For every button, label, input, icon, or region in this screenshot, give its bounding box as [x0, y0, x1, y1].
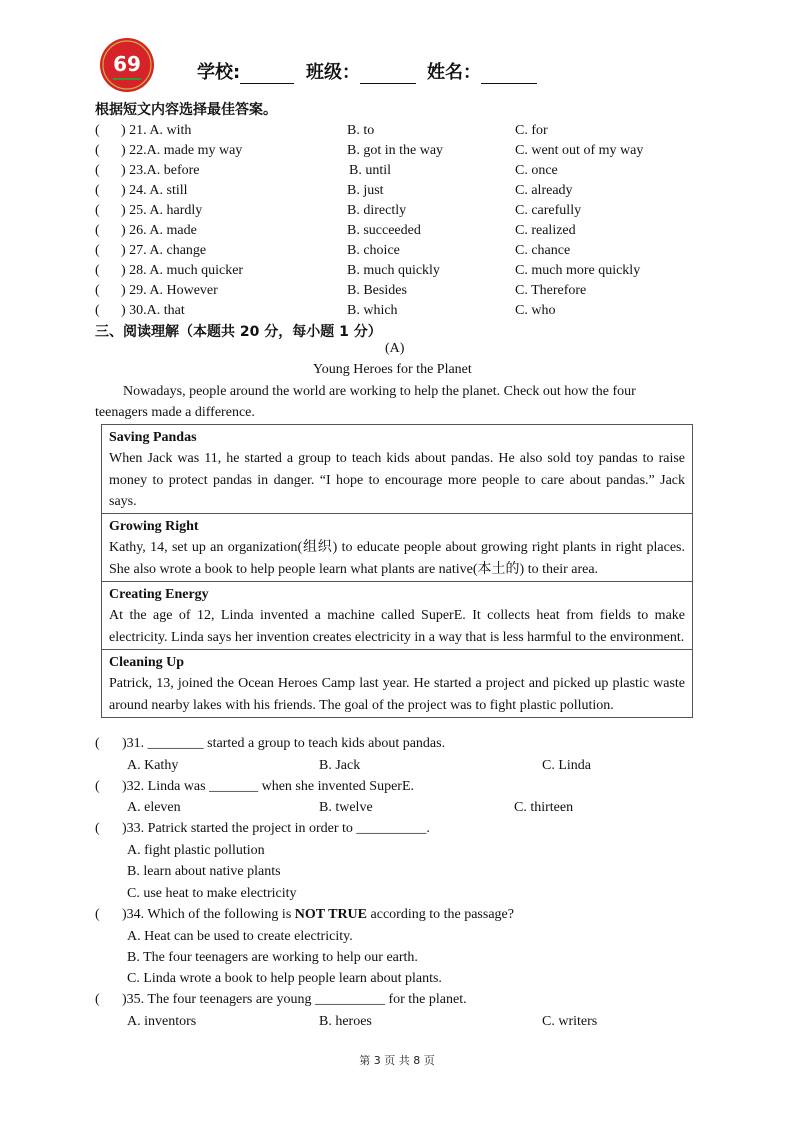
answer-paren[interactable]: (: [95, 283, 100, 298]
option-c: C. realized: [515, 223, 576, 238]
option-b: B. much quickly: [347, 263, 440, 278]
answer-paren[interactable]: (: [95, 263, 100, 278]
choice-b[interactable]: B. learn about native plants: [127, 864, 281, 879]
option-c: C. went out of my way: [515, 143, 644, 158]
choice-a[interactable]: A. Heat can be used to create electricity.: [127, 929, 353, 944]
choice-a[interactable]: A. inventors: [127, 1014, 197, 1029]
option-b: B. succeeded: [347, 223, 421, 238]
answer-paren[interactable]: (: [95, 143, 100, 158]
choice-b[interactable]: B. Jack: [319, 758, 361, 773]
option-a: ) 25. A. hardly: [121, 203, 203, 218]
choice-c[interactable]: C. Linda wrote a book to help people learn about plants.: [127, 971, 442, 986]
option-a: ) 21. A. with: [121, 123, 192, 138]
question-stem: [122, 907, 514, 923]
option-c: C. once: [515, 163, 558, 178]
intro-line-1: Nowadays, people around the world are working to help the planet. Check out how the four: [123, 384, 636, 399]
option-c: C. chance: [515, 243, 571, 258]
passage-title: Young Heroes for the Planet: [313, 362, 472, 377]
svg-text:69: 69: [113, 52, 141, 76]
choice-c[interactable]: C. thirteen: [514, 800, 574, 815]
cloze-instruction: 根据短文内容选择最佳答案。: [95, 102, 277, 118]
hero-box: [102, 514, 692, 582]
answer-paren[interactable]: (: [95, 123, 100, 138]
answer-paren[interactable]: (: [95, 163, 100, 178]
intro-line-2: teenagers made a difference.: [95, 405, 255, 420]
passage-label: (A): [385, 341, 405, 356]
option-a: ) 27. A. change: [121, 243, 207, 258]
question-stem: )33. Patrick started the project in order to __________.: [122, 821, 430, 836]
stem-part: according to the passage?: [367, 907, 514, 922]
option-a: ) 26. A. made: [121, 223, 197, 238]
choice-b[interactable]: B. heroes: [319, 1014, 372, 1029]
question-stem: )31. ________ started a group to teach kids about pandas.: [122, 736, 446, 751]
option-c: C. for: [515, 123, 548, 138]
choice-a[interactable]: A. eleven: [127, 800, 181, 815]
hero-table: [101, 424, 693, 718]
answer-paren[interactable]: (: [95, 736, 100, 751]
option-b: B. choice: [347, 243, 400, 258]
option-b: B. Besides: [347, 283, 407, 298]
answer-paren[interactable]: (: [95, 992, 100, 1007]
box-text: When Jack was 11, he started a group to teach kids about pandas. He also sold toy pandas to raise money to protect pandas in danger. “I hope to encourage more people to care about pandas.” Jack says.: [109, 451, 685, 509]
choice-b[interactable]: B. The four teenagers are working to help our earth.: [127, 950, 418, 965]
class-field: [306, 58, 416, 84]
name-label: 姓名：: [427, 62, 481, 83]
option-b: B. got in the way: [347, 143, 444, 158]
option-a: ) 22.A. made my way: [121, 143, 243, 158]
question-stem: )35. The four teenagers are young __________ for the planet.: [122, 992, 467, 1007]
answer-paren[interactable]: (: [95, 303, 100, 318]
question-stem: )32. Linda was _______ when she invented SuperE.: [122, 779, 414, 794]
school-logo: [99, 37, 155, 93]
box-title: Creating Energy: [109, 587, 209, 603]
stem-emphasis: NOT TRUE: [294, 907, 368, 922]
section-title: 三、阅读理解（本题共 20 分，每小题 1 分）: [95, 324, 382, 340]
choice-c[interactable]: C. Linda: [542, 758, 591, 773]
school-field: [197, 58, 294, 84]
option-c: C. Therefore: [515, 283, 587, 298]
box-text: Kathy, 14, set up an organization(组织) to educate people about growing right plants in right places. She also wrote a book to help people learn what plants are native(本土的) to their area.: [109, 540, 685, 577]
hero-box: [102, 650, 692, 717]
answer-paren[interactable]: (: [95, 243, 100, 258]
name-field: [427, 58, 537, 84]
page-number: 第 3 页 共 8 页: [359, 1054, 435, 1067]
answer-paren[interactable]: (: [95, 779, 100, 794]
answer-paren[interactable]: (: [95, 203, 100, 218]
option-b: B. directly: [347, 203, 407, 218]
box-text: Patrick, 13, joined the Ocean Heroes Camp last year. He started a project and picked up plastic waste around nearby lakes with his friends. The goal of the project was to fight plastic pollution.: [109, 676, 685, 713]
choice-a[interactable]: A. fight plastic pollution: [127, 843, 265, 858]
box-text: At the age of 12, Linda invented a machine called SuperE. It collects heat from fields to make electricity. Linda says her invention creates electricity in a way that is less harmful to the environment.: [109, 608, 685, 645]
class-blank[interactable]: [360, 66, 416, 84]
answer-paren[interactable]: (: [95, 907, 100, 922]
hero-box: [102, 582, 692, 650]
option-b: B. to: [347, 123, 375, 138]
option-b: B. until: [349, 163, 392, 178]
choice-c[interactable]: C. use heat to make electricity: [127, 886, 297, 901]
stem-part: )34. Which of the following is: [122, 907, 295, 922]
option-c: C. already: [515, 183, 573, 198]
hero-box: [102, 425, 692, 514]
choice-b[interactable]: B. twelve: [319, 800, 373, 815]
school-blank[interactable]: [240, 66, 294, 84]
option-b: B. which: [347, 303, 398, 318]
choice-a[interactable]: A. Kathy: [127, 758, 179, 773]
option-a: ) 29. A. However: [121, 283, 218, 298]
option-c: C. carefully: [515, 203, 582, 218]
school-label: 学校:: [197, 62, 241, 83]
answer-paren[interactable]: (: [95, 223, 100, 238]
option-b: B. just: [347, 183, 384, 198]
option-a: ) 24. A. still: [121, 183, 188, 198]
name-blank[interactable]: [481, 66, 537, 84]
option-c: C. much more quickly: [515, 263, 641, 278]
option-a: ) 23.A. before: [121, 163, 200, 178]
class-label: 班级：: [306, 62, 360, 83]
option-c: C. who: [515, 303, 556, 318]
box-title: Growing Right: [109, 519, 199, 535]
option-a: ) 30.A. that: [121, 303, 185, 318]
box-title: Saving Pandas: [109, 430, 197, 445]
choice-c[interactable]: C. writers: [542, 1014, 598, 1029]
box-title: Cleaning Up: [109, 654, 185, 670]
answer-paren[interactable]: (: [95, 183, 100, 198]
option-a: ) 28. A. much quicker: [121, 263, 244, 278]
answer-paren[interactable]: (: [95, 821, 100, 836]
